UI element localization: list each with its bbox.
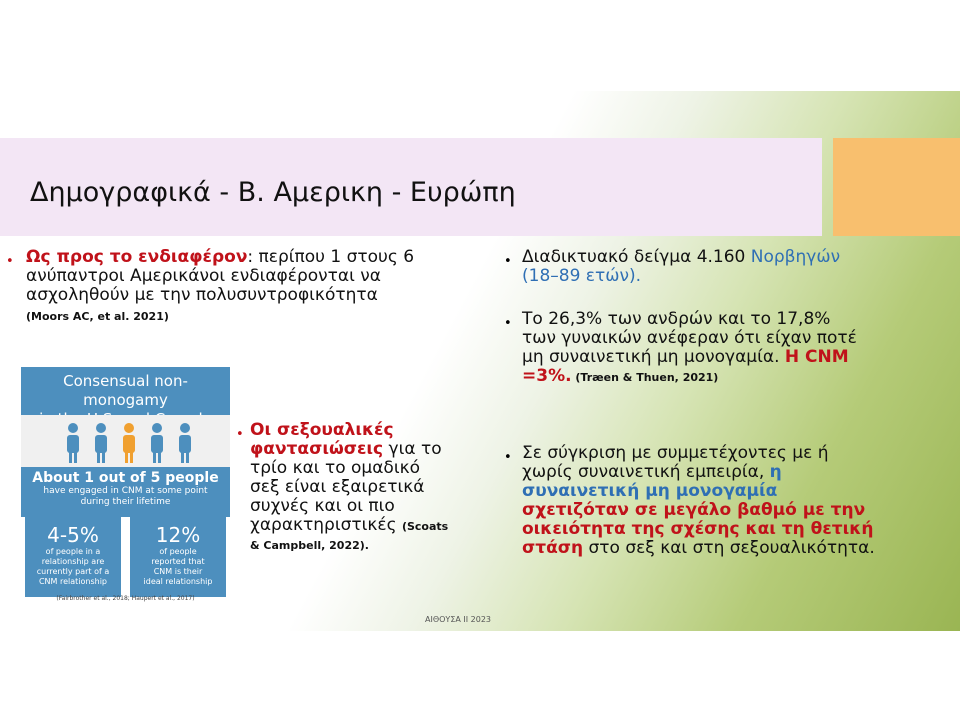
slide-title: Δημογραφικά - Β. Αμερικη - Ευρώπη: [30, 177, 516, 208]
person-icon: [67, 423, 79, 463]
fantasies-heading-2: φαντασιώσεις: [250, 439, 384, 459]
person-icon: [151, 423, 163, 463]
infographic-headline-band: [21, 467, 230, 517]
norway-sample-block: [522, 248, 942, 286]
fantasies-citation-2: & Campbell, 2022).: [250, 539, 369, 552]
fantasies-line-1: για το: [383, 439, 442, 459]
prevalence-line-2: των γυναικών ανέφεραν ότι είχαν ποτέ: [522, 328, 857, 348]
stat-current-desc-4: CNM relationship: [38, 577, 108, 586]
infographic-headline: About 1 out of 5 people: [32, 470, 219, 486]
comparison-highlight-2: συναινετική μη μονογαμία: [522, 481, 778, 501]
stat-ideal-desc-1: of people: [159, 547, 197, 556]
person-icon: [179, 423, 191, 463]
interest-line-2: ανύπαντροι Αμερικάνοι ενδιαφέρονται να: [26, 266, 381, 286]
fantasies-line-4: συχνές και οι πιο: [250, 496, 395, 516]
infographic-footer: (Fairbrother et al., 2018; Haupert et al., 2017): [56, 595, 195, 602]
stat-ideal-desc-3: CNM is their: [153, 567, 203, 576]
norway-highlight: Νορβηγών: [750, 247, 841, 267]
comparison-line-1: Σε σύγκριση με συμμετέχοντες με ή: [522, 443, 829, 463]
bullet-icon: •: [504, 316, 512, 331]
stat-ideal-desc-2: reported that: [151, 557, 205, 566]
fantasies-line-5: χαρακτηριστικές: [250, 515, 402, 535]
people-icons: [21, 415, 230, 467]
stat-box-ideal: [130, 517, 226, 597]
slide: [0, 91, 960, 631]
stat-ideal-desc-4: ideal relationship: [143, 577, 213, 586]
infographic-title-line-1: Consensual non-monogamy: [63, 372, 188, 409]
person-icon: [95, 423, 107, 463]
comparison-line-6: στο σεξ και στη σεξουαλικότητα.: [583, 538, 875, 558]
comparison-line-2: χωρίς συναινετική εμπειρία,: [522, 462, 770, 482]
stat-current-desc-2: relationship are: [41, 557, 105, 566]
norway-line-2: (18–89 ετών).: [522, 266, 641, 286]
stat-current-value: 4-5%: [47, 523, 99, 547]
cnm-value: =3%.: [522, 366, 572, 386]
prevalence-citation: (Træen & Thuen, 2021): [571, 371, 719, 384]
prevalence-line-1: Το 26,3% των ανδρών και το 17,8%: [522, 309, 831, 329]
fantasies-citation-1: (Scoats: [401, 520, 449, 533]
stat-box-current: [25, 517, 121, 597]
slide-footer: ΑΙΘΟΥΣΑ ΙΙ 2023: [425, 615, 492, 624]
cnm-label: Η CNM: [784, 347, 849, 367]
fantasies-block: [250, 421, 490, 555]
interest-heading: Ως προς το ενδιαφέρον: [26, 247, 248, 267]
cnm-infographic: [21, 367, 230, 602]
interest-citation: (Moors AC, et al. 2021): [26, 310, 169, 323]
prevalence-line-3: μη συναινετική μη μονογαμία.: [522, 347, 785, 367]
orange-accent-box: [833, 138, 960, 236]
comparison-highlight-4: οικειότητα της σχέσης και τη θετική: [522, 519, 874, 539]
interest-line-1: : περίπου 1 στους 6: [247, 247, 415, 267]
bullet-icon: •: [236, 427, 244, 442]
stat-current-desc-3: currently part of a: [36, 567, 110, 576]
comparison-highlight-5: στάση: [522, 538, 584, 558]
comparison-highlight-1: η: [769, 462, 782, 482]
infographic-sub-1: have engaged in CNM at some point: [43, 486, 208, 496]
norway-line-1: Διαδικτυακό δείγμα 4.160: [522, 247, 751, 267]
prevalence-block: [522, 310, 942, 387]
fantasies-heading-1: Οι σεξουαλικές: [250, 420, 394, 440]
person-icon-highlighted: [123, 423, 135, 463]
comparison-block: [522, 444, 952, 558]
infographic-title: [21, 367, 230, 415]
fantasies-line-3: σεξ είναι εξαιρετικά: [250, 477, 425, 497]
stat-ideal-value: 12%: [155, 523, 201, 547]
bullet-icon: •: [6, 254, 14, 269]
comparison-highlight-3: σχετιζόταν σε μεγάλο βαθμό με την: [522, 500, 866, 520]
people-icons-row: [21, 415, 230, 467]
bullet-icon: •: [504, 450, 512, 465]
stat-current-desc-1: of people in a: [45, 547, 101, 556]
left-interest-block: [26, 248, 486, 326]
infographic-sub-2: during their lifetime: [80, 497, 171, 507]
bullet-icon: •: [504, 254, 512, 269]
fantasies-line-2: τρίο και το ομαδικό: [250, 458, 420, 478]
interest-line-3: ασχοληθούν με την πολυσυντροφικότητα: [26, 285, 378, 305]
